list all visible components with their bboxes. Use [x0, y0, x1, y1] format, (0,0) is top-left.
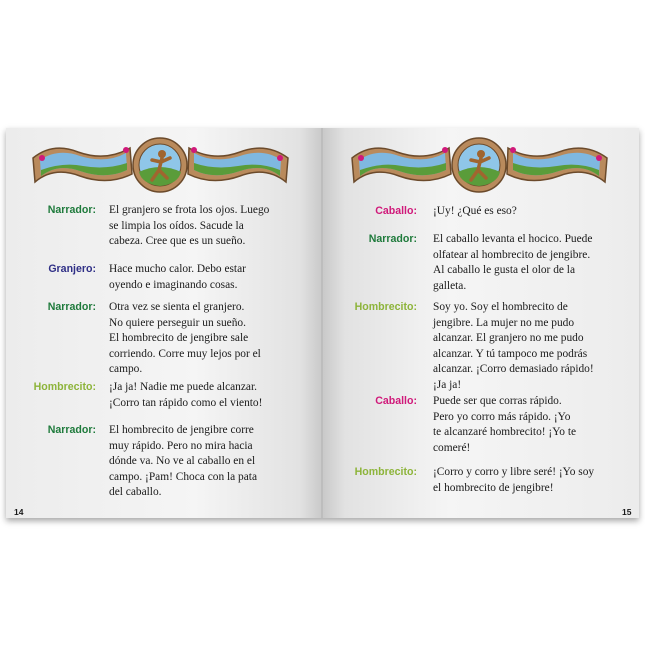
dialogue-text: ¡Corro y corro y libre seré! ¡Yo soy el hombrecito de jengibre! — [433, 466, 595, 494]
open-book — [6, 128, 639, 518]
page-number-left: 14 — [14, 507, 24, 517]
dialogue-text: ¡Ja ja! Nadie me puede alcanzar. ¡Corro tan rápido como el viento! — [109, 381, 263, 409]
dialogue-text: Puede ser que corras rápido. Pero yo corro más rápido. ¡Yo te alcanzaré hombrecito! ¡Yo te comeré! — [433, 395, 577, 454]
dialogue-text: El hombrecito de jengibre corre muy rápido. Pero no mira hacia dónde va. No ve al caballo en el campo. ¡Pam! Choca con la pata del caballo. — [109, 424, 258, 499]
dialogue-text: Soy yo. Soy el hombrecito de jengibre. La mujer no me pudo alcanzar. El granjero no me pudo alcanzar. Y tú tampoco me podrás alcanzar. ¡Corro demasiado rápido! ¡Ja ja! — [433, 301, 594, 391]
speaker-label: Granjero: — [48, 263, 96, 275]
speaker-label: Caballo: — [375, 395, 417, 407]
speaker-label: Hombrecito: — [33, 381, 96, 393]
speaker-label: Hombrecito: — [354, 301, 417, 313]
right-page — [323, 128, 639, 518]
left-page — [6, 128, 322, 518]
speaker-label: Hombrecito: — [354, 466, 417, 478]
dialogue-text: El granjero se frota los ojos. Luego se limpia los oídos. Sacude la cabeza. Cree que es un sueño. — [109, 204, 270, 248]
dialogue-text: El caballo levanta el hocico. Puede olfatear al hombrecito de jengibre. Al caballo le gusta el olor de la galleta. — [433, 233, 593, 292]
speaker-label: Narrador: — [47, 424, 96, 436]
speaker-label: Narrador: — [368, 233, 417, 245]
dialogue-text: Hace mucho calor. Debo estar oyendo e imaginando cosas. — [109, 263, 246, 291]
farm-landscape-banner — [347, 136, 612, 194]
dialogue-text: ¡Uy! ¿Qué es eso? — [433, 205, 517, 217]
page-number-right: 15 — [622, 507, 632, 517]
speaker-label: Narrador: — [47, 301, 96, 313]
dialogue-text: Otra vez se sienta el granjero. No quiere perseguir un sueño. El hombrecito de jengibre sale corriendo. Corre muy lejos por el campo. — [109, 301, 261, 376]
speaker-label: Caballo: — [375, 205, 417, 217]
speaker-label: Narrador: — [47, 204, 96, 216]
farm-landscape-banner — [28, 136, 293, 194]
